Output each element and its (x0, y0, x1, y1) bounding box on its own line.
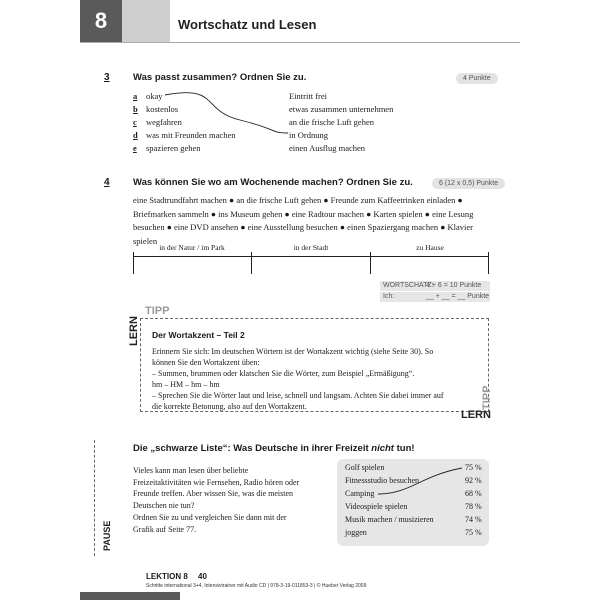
lern-label-left: LERN (128, 316, 140, 346)
match-left-text: wegfahren (146, 117, 182, 127)
survey-activity: Fitnessstudio besuchen (345, 476, 419, 485)
column-nature: in der Natur / im Park (159, 243, 225, 252)
tip-title: Der Wortakzent – Teil 2 (152, 330, 245, 340)
match-letter: a (133, 91, 138, 101)
pause-text-line: Ordnen Sie zu und vergleichen Sie dann mit der (133, 512, 287, 522)
match-right-4: in Ordnung (289, 130, 328, 140)
tip-line: können Sie den Wortakzent üben: (152, 358, 260, 367)
score-vocab-label: WORTSCHATZ: (383, 282, 434, 289)
pause-label: PAUSE (102, 520, 112, 551)
match-right-2: etwas zusammen unternehmen (289, 104, 394, 114)
exercise-4-points: 6 (12 x 0,5) Punkte (432, 178, 505, 189)
footer-credit: Schritte international 3+4, Intensivtrainer mit Audio CD | 978-3-19-011853-3 | © Hueber Verlag 2009 (146, 583, 367, 589)
exercise-3-title: Was passt zusammen? Ordnen Sie zu. (133, 72, 307, 83)
match-letter: b (133, 104, 138, 114)
page-title: Wortschatz und Lesen (178, 17, 317, 32)
survey-percent: 78 % (465, 502, 482, 511)
tip-line: Erinnern Sie sich: Im deutschen Wörtern ist der Wortakzent wichtig (siehe Seite 30). So (152, 347, 434, 356)
score-vocab-value: 4 + 6 = 10 Punkte (426, 282, 482, 289)
survey-percent: 92 % (465, 476, 482, 485)
match-right-3: an die frische Luft gehen (289, 117, 374, 127)
pause-text-line: Freunde treffen. Aber wissen Sie, was die meisten (133, 489, 294, 499)
score-self-label: Ich: (383, 293, 395, 300)
pause-text-line: Grafik auf Seite 77. (133, 524, 197, 534)
match-right-5: einen Ausflug machen (289, 143, 366, 153)
match-right-1: Eintritt frei (289, 91, 328, 101)
footer-lektion: LEKTION 8 (146, 572, 188, 581)
chapter-number: 8 (80, 0, 122, 42)
footer-page-number: 40 (198, 572, 207, 581)
pause-title-pre: Die „schwarze Liste“: Was Deutsche in ihrer Freizeit (133, 443, 372, 454)
pause-title-em: nicht (371, 443, 394, 454)
tip-line: die korrekte Betonung, also auf den Wortakzent. (152, 402, 307, 411)
pause-text-line: Freizeitaktivitäten wie Fernsehen, Radio hören oder (133, 477, 300, 487)
tip-line: hm – HM – hm – hm (152, 380, 220, 389)
match-left-text: okay (146, 91, 163, 101)
exercise-4-number: 4 (104, 177, 110, 188)
match-letter: c (133, 117, 137, 127)
survey-percent: 68 % (465, 489, 482, 498)
column-home: zu Hause (416, 243, 444, 252)
score-self-value: __ + __ = __ Punkte (426, 293, 490, 300)
match-left-text: kostenlos (146, 104, 179, 114)
survey-percent: 75 % (465, 463, 482, 472)
lern-label-bottom: LERN (461, 409, 491, 421)
tip-line: – Summen, brummen oder klatschen Sie die Wörter, zum Beispiel „Ermäßigung“. (152, 369, 415, 378)
match-left-text: was mit Freunden machen (146, 130, 236, 140)
survey-percent: 74 % (465, 515, 482, 524)
tipp-label-right: TIPP (481, 385, 493, 410)
match-letter: e (133, 143, 137, 153)
tip-line: – Sprechen Sie die Wörter laut und leise, schnell und langsam. Achten Sie dabei immer auf (152, 391, 444, 400)
exercise-3-number: 3 (104, 72, 110, 83)
match-left-text: spazieren gehen (146, 143, 201, 153)
match-letter: d (133, 130, 138, 140)
exercise-3-points: 4 Punkte (456, 73, 498, 84)
survey-activity: Videospiele spielen (345, 502, 408, 511)
exercise-4-title: Was können Sie wo am Wochenende machen? Ordnen Sie zu. (133, 177, 413, 188)
word-line-3: besuchen ● eine DVD ansehen ● eine Ausstellung besuchen ● einen Spaziergang machen ● Klavier spielen (133, 222, 473, 246)
tipp-label-top: TIPP (145, 305, 170, 317)
survey-activity: Camping (345, 489, 375, 498)
survey-percent: 75 % (465, 528, 482, 537)
pause-text-line: Vieles kann man lesen über beliebte (133, 466, 249, 475)
word-line-2: Briefmarken sammeln ● ins Museum gehen ● eine Radtour machen ● Karten spielen ● eine Lesung (133, 208, 474, 219)
pause-text-line: Deutschen nie tun? (133, 501, 195, 511)
word-line-1: eine Stadtrundfahrt machen ● an die frische Luft gehen ● Freunde zum Kaffeetrinken einladen ● (133, 195, 463, 205)
column-city: in der Stadt (293, 243, 329, 252)
survey-activity: joggen (345, 528, 367, 537)
pause-title-post: tun! (393, 443, 415, 454)
footer-bar (80, 592, 180, 600)
survey-activity: Golf spielen (345, 463, 385, 472)
survey-activity: Musik machen / musizieren (345, 515, 434, 524)
